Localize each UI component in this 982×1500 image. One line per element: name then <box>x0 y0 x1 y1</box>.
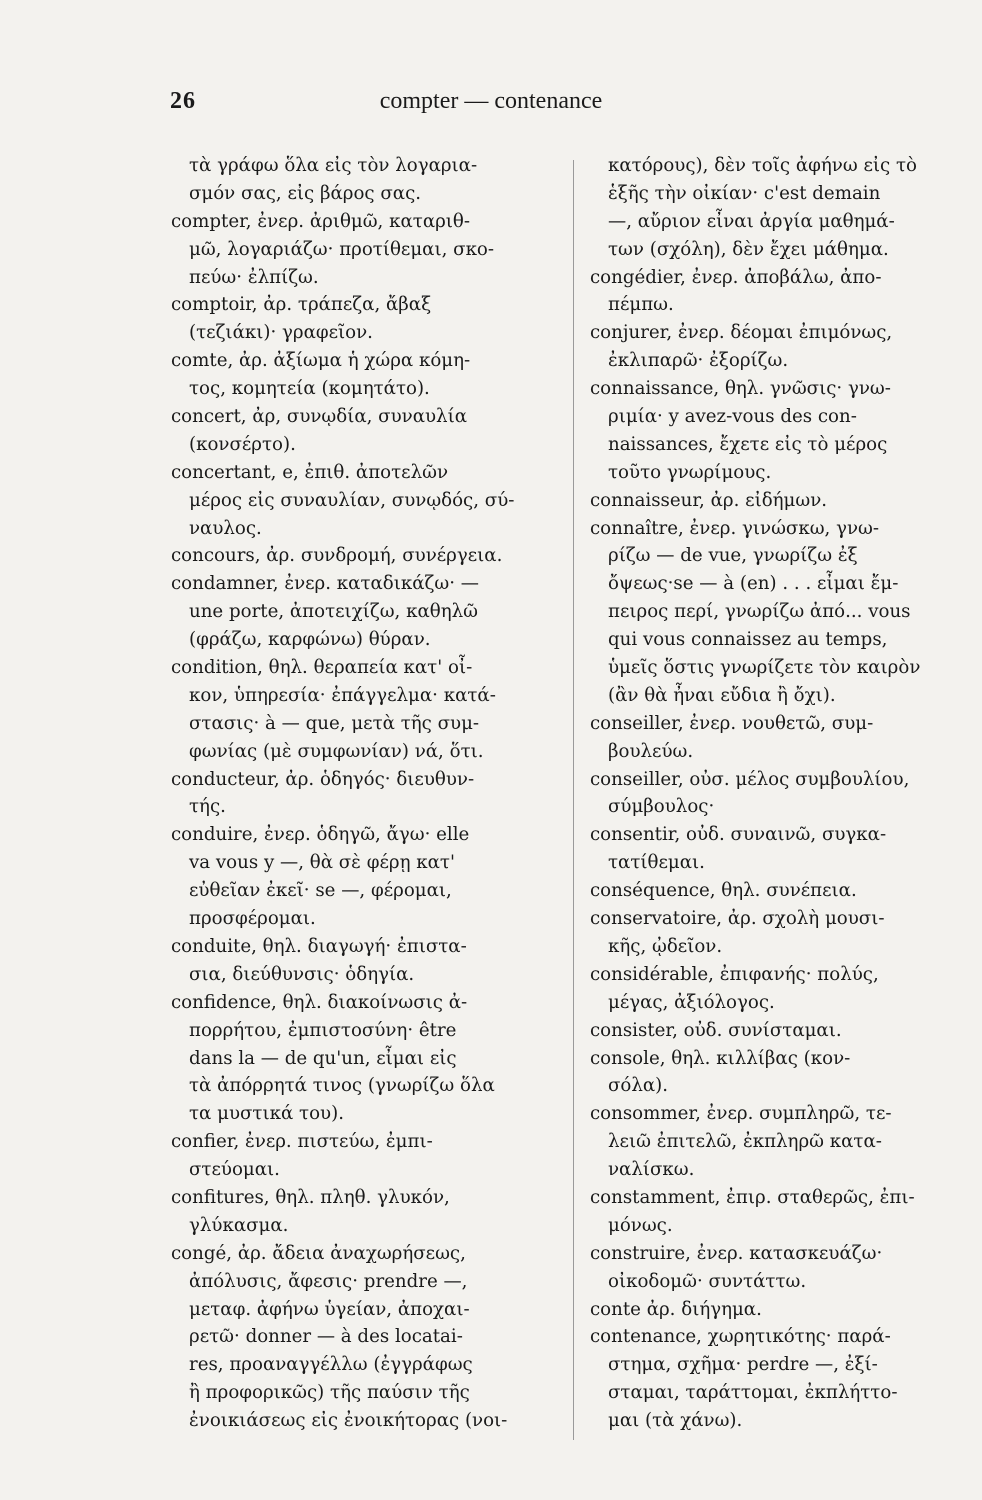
entry-text-line: dans la — de qu'un, εἶμαι εἰς <box>189 1047 457 1069</box>
entry-headword-line: congé, ἀρ. ἄδεια ἀναχωρήσεως, <box>171 1242 466 1264</box>
entry-text-line: ἑξῆς τὴν οἰκίαν· c'est demain <box>608 182 881 204</box>
entry-text-line: —, αὔριον εἶναι ἀργία μαθημά- <box>608 210 895 232</box>
entry-text-line: τὰ γράφω ὅλα εἰς τὸν λογαρια- <box>189 155 478 176</box>
entry-text-line: σύμβουλος· <box>608 796 715 818</box>
entry-text-line: ριμία· y avez-vous des con- <box>608 406 857 428</box>
column-divider <box>573 160 574 1440</box>
running-head <box>170 88 812 128</box>
entry-headword-line: conseiller, οὐσ. μέλος συμβουλίου, <box>590 768 910 790</box>
entry-headword-line: congédier, ἐνερ. ἀποβάλω, ἀπο- <box>590 266 882 288</box>
entry-headword-line: concertant, e, ἐπιθ. ἀποτελῶν <box>171 461 448 483</box>
entry-text-line: μέρος εἰς συναυλίαν, συνῳδός, σύ- <box>189 489 515 511</box>
entry-headword-line: conséquence, θηλ. συνέπεια. <box>590 880 857 902</box>
entry-text-line: στασις· à — que, μετὰ τῆς συμ- <box>189 712 480 734</box>
entry-text-line: προσφέρομαι. <box>189 908 316 930</box>
entry-text-line: μεταφ. ἀφήνω ὑγείαν, ἀποχαι- <box>189 1298 470 1320</box>
left-column <box>171 152 563 1435</box>
entry-text-line: ναυλος. <box>189 517 262 539</box>
entry-text-line: μέγας, ἀξιόλογος. <box>608 991 775 1013</box>
entry-text-line: σια, διεύθυνσις· ὁδηγία. <box>189 963 415 985</box>
entry-text-line: πορρήτου, ἐμπιστοσύνη· être <box>189 1019 457 1041</box>
entry-text-line: τος, κομητεία (κομητάτο). <box>189 378 430 400</box>
entry-headword-line: condamner, ἐνερ. καταδικάζω· — <box>171 573 479 595</box>
entry-headword-line: confier, ἐνερ. πιστεύω, ἐμπι- <box>171 1131 433 1153</box>
entry-text-line: πειρος περί, γνωρίζω ἀπό... vous <box>608 601 911 623</box>
header-title: compter — contenance <box>379 88 603 114</box>
entry-text-line: naissances, ἔχετε εἰς τὸ μέρος <box>608 433 888 455</box>
entry-text-line: (τεζιάκι)· γραφεῖον. <box>189 322 373 344</box>
entry-text-line: κατόρους), δὲν τοῖς ἀφήνω εἰς τὸ <box>608 155 917 176</box>
entry-text-line: τὰ ἀπόρρητά τινος (γνωρίζω ὅλα <box>189 1075 495 1097</box>
entry-text-line: ἀπόλυσις, ἄφεσις· prendre —, <box>189 1270 468 1292</box>
entry-headword-line: conduire, ἐνερ. ὁδηγῶ, ἄγω· elle <box>171 824 470 846</box>
entry-headword-line: conjurer, ἐνερ. δέομαι ἐπιμόνως, <box>590 322 893 344</box>
entry-headword-line: contenance, χωρητικότης· παρά- <box>590 1326 891 1348</box>
entry-headword-line: connaissance, θηλ. γνῶσις· γνω- <box>590 378 891 400</box>
entry-text-line: ρίζω — de vue, γνωρίζω ἐξ <box>608 545 858 567</box>
entry-headword-line: connaisseur, ἀρ. εἰδήμων. <box>590 489 828 511</box>
entry-headword-line: console, θηλ. κιλλίβας (κον- <box>590 1047 851 1069</box>
entry-headword-line: comptoir, ἀρ. τράπεζα, ἄβαξ <box>171 294 432 316</box>
entry-headword-line: concert, ἀρ, συνῳδία, συναυλία <box>171 406 467 428</box>
entry-headword-line: confidence, θηλ. διακοίνωσις ἀ- <box>171 991 468 1013</box>
entry-headword-line: conduite, θηλ. διαγωγή· ἐπιστα- <box>171 935 467 957</box>
entry-headword-line: confitures, θηλ. πληθ. γλυκόν, <box>171 1186 450 1208</box>
entry-text-line: ναλίσκω. <box>608 1159 695 1181</box>
entry-text-line: μαι (τὰ χάνω). <box>608 1410 743 1432</box>
entry-text-line: μόνως. <box>608 1214 673 1236</box>
entry-text-line: (κονσέρτο). <box>189 433 296 455</box>
right-column <box>590 152 982 1435</box>
entry-headword-line: conducteur, ἀρ. ὁδηγός· διευθυν- <box>171 768 475 790</box>
entry-text-line: φωνίας (μὲ συμφωνίαν) νά, ὅτι. <box>189 740 484 762</box>
entry-text-line: ἐκλιπαρῶ· ἐξορίζω. <box>608 350 789 372</box>
entry-text-line: ρετῶ· donner — à des locatai- <box>189 1326 463 1348</box>
entry-headword-line: comte, ἀρ. ἀξίωμα ἡ χώρα κόμη- <box>171 350 471 372</box>
entry-text-line: στημα, σχῆμα· perdre —, ἐξί- <box>608 1354 878 1376</box>
entry-text-line: πεύω· ἐλπίζω. <box>189 266 319 288</box>
entry-text-line: τής. <box>189 796 226 818</box>
entry-text-line: σόλα). <box>608 1075 669 1097</box>
entry-headword-line: conseiller, ἐνερ. νουθετῶ, συμ- <box>590 712 874 734</box>
entry-text-line: res, προαναγγέλλω (ἐγγράφως <box>189 1354 473 1376</box>
entry-text-line: στεύομαι. <box>189 1159 280 1181</box>
entry-text-line: γλύκασμα. <box>189 1214 289 1236</box>
entry-headword-line: conte ἀρ. διήγημα. <box>590 1298 762 1320</box>
entry-text-line: σμόν σας, εἰς βάρος σας. <box>189 182 422 204</box>
entry-headword-line: consommer, ἐνερ. συμπληρῶ, τε- <box>590 1103 892 1125</box>
entry-headword-line: considérable, ἐπιφανής· πολύς, <box>590 963 879 985</box>
entry-headword-line: condition, θηλ. θεραπεία κατ' οἶ- <box>171 657 473 679</box>
entry-text-line: σταμαι, ταράττομαι, ἐκπλήττο- <box>608 1382 898 1404</box>
entry-text-line: va vous y —, θὰ σὲ φέρῃ κατ' <box>189 852 455 874</box>
entry-headword-line: constamment, ἐπιρ. σταθερῶς, ἐπι- <box>590 1186 915 1208</box>
entry-headword-line: consentir, οὐδ. συναινῶ, συγκα- <box>590 824 887 846</box>
entry-text-line: τα μυστικά του). <box>189 1103 344 1125</box>
entry-text-line: των (σχόλη), δὲν ἔχει μάθημα. <box>608 238 889 260</box>
entry-text-line: ὑμεῖς ὅστις γνωρίζετε τὸν καιρὸν <box>608 657 921 679</box>
entry-headword-line: concours, ἀρ. συνδρομή, συνέργεια. <box>171 545 503 567</box>
entry-headword-line: conservatoire, ἀρ. σχολὴ μουσι- <box>590 908 885 930</box>
entry-text-line: τατίθεμαι. <box>608 852 705 874</box>
entry-text-line: τοῦτο γνωρίμους. <box>608 461 772 483</box>
entry-text-line: πέμπω. <box>608 294 674 316</box>
entry-text-line: βουλεύω. <box>608 740 694 762</box>
entry-text-line: λειῶ ἐπιτελῶ, ἐκπληρῶ κατα- <box>608 1131 882 1153</box>
page-number: 26 <box>170 88 196 114</box>
entry-headword-line: compter, ἐνερ. ἀριθμῶ, καταριθ- <box>171 210 471 232</box>
entry-text-line: (φράζω, καρφώνω) θύραν. <box>189 629 431 651</box>
entry-text-line: ἢ προφορικῶς) τῆς παύσιν τῆς <box>189 1382 470 1404</box>
entry-text-line: κῆς, ᾠδεῖον. <box>608 935 723 957</box>
entry-text-line: οἰκοδομῶ· συντάττω. <box>608 1270 807 1292</box>
entry-text-line: κον, ὑπηρεσία· ἐπάγγελμα· κατά- <box>189 684 496 706</box>
entry-text-line: εὐθεῖαν ἐκεῖ· se —, φέρομαι, <box>189 880 452 902</box>
entry-text-line: μῶ, λογαριάζω· προτίθεμαι, σκο- <box>189 238 495 260</box>
entry-headword-line: consister, οὐδ. συνίσταμαι. <box>590 1019 842 1041</box>
entry-text-line: (ἂν θὰ ἦναι εὔδια ἢ ὄχι). <box>608 684 836 706</box>
entry-text-line: ἐνοικιάσεως εἰς ἐνοικήτορας (νοι- <box>189 1410 508 1432</box>
entry-text-line: qui vous connaissez au temps, <box>608 629 888 651</box>
entry-text-line: ὄψεως·se — à (en) . . . εἶμαι ἔμ- <box>608 573 899 595</box>
entry-text-line: une porte, ἀποτειχίζω, καθηλῶ <box>189 601 478 623</box>
entry-headword-line: connaître, ἐνερ. γινώσκω, γνω- <box>590 517 880 539</box>
entry-headword-line: construire, ἐνερ. κατασκευάζω· <box>590 1242 883 1264</box>
